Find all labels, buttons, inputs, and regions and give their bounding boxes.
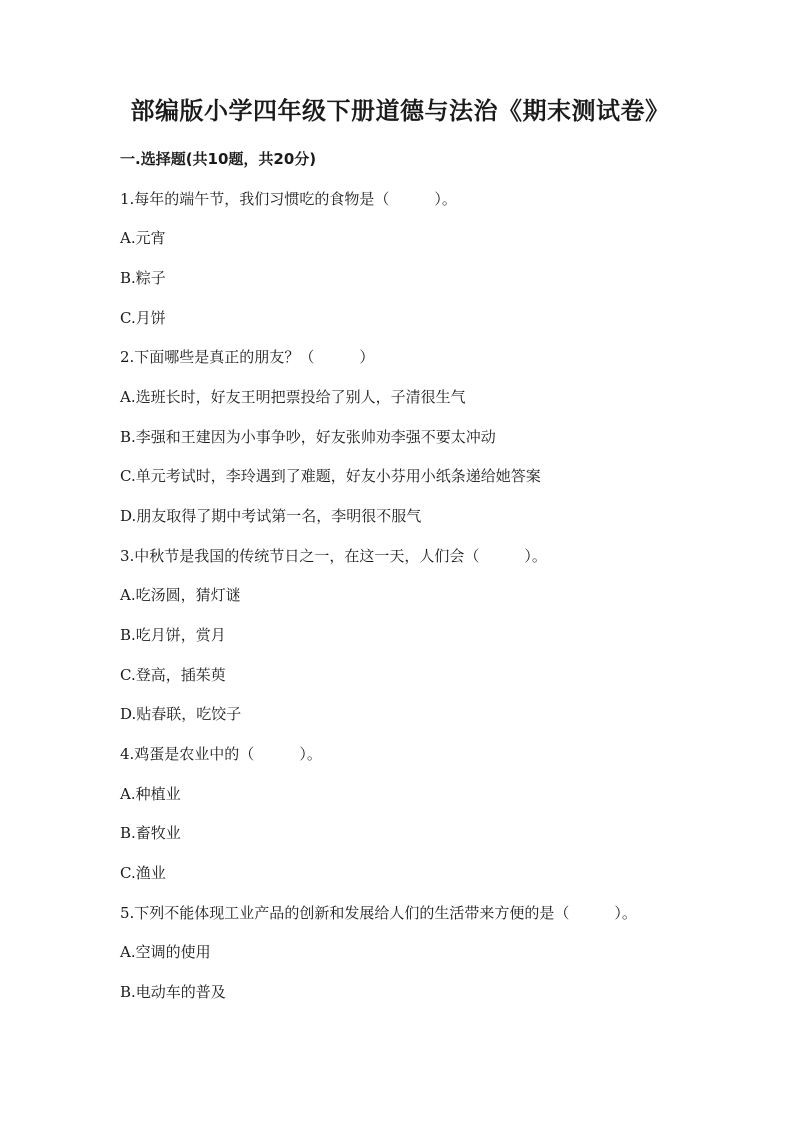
exam-title: 部编版小学四年级下册道德与法治《期末测试卷》 [130,96,670,125]
answer-option: C.渔业 [120,864,166,882]
question-stem: 1.每年的端午节，我们习惯吃的食物是（ ）。 [120,190,457,208]
question-stem: 5.下列不能体现工业产品的创新和发展给人们的生活带来方便的是（ ）。 [120,904,637,922]
question-stem: 3.中秋节是我国的传统节日之一，在这一天，人们会（ ）。 [120,547,547,565]
answer-option: B.畜牧业 [120,824,181,842]
answer-option: B.粽子 [120,269,166,287]
question-stem: 4.鸡蛋是农业中的（ ）。 [120,745,322,763]
answer-option: D.朋友取得了期中考试第一名，李明很不服气 [120,507,422,525]
answer-option: C.单元考试时，李玲遇到了难题，好友小芬用小纸条递给她答案 [120,467,541,485]
section-heading: 一.选择题(共10题，共20分) [120,150,317,168]
answer-option: B.电动车的普及 [120,983,226,1001]
answer-option: C.月饼 [120,309,166,327]
question-stem: 2.下面哪些是真正的朋友？（ ） [120,348,375,366]
answer-option: D.贴春联，吃饺子 [120,705,242,723]
answer-option: B.李强和王建因为小事争吵，好友张帅劝李强不要太冲动 [120,428,496,446]
answer-option: A.空调的使用 [120,943,211,961]
answer-option: A.种植业 [120,785,181,803]
answer-option: B.吃月饼，赏月 [120,626,226,644]
answer-option: C.登高，插茱萸 [120,666,226,684]
answer-option: A.元宵 [120,229,166,247]
answer-option: A.吃汤圆，猜灯谜 [120,586,241,604]
answer-option: A.选班长时，好友王明把票投给了别人，子清很生气 [120,388,466,406]
